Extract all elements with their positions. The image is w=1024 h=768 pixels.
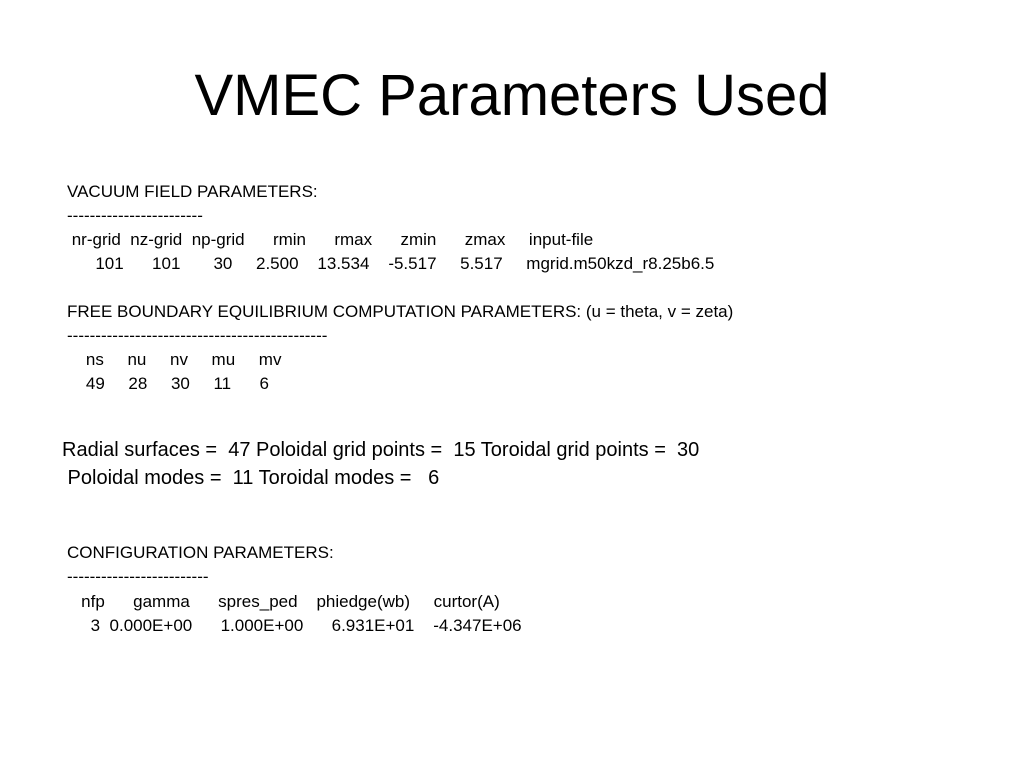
vacuum-section-rule: ------------------------ [67, 206, 203, 225]
vacuum-section-heading: VACUUM FIELD PARAMETERS: [67, 182, 318, 201]
free-boundary-section-rule: ---------------------------------------------- [67, 326, 328, 345]
modes-summary-line: Poloidal modes = 11 Toroidal modes = 6 [62, 467, 440, 489]
vacuum-values-row: 101 101 30 2.500 13.534 -5.517 5.517 mgrid.m50kzd_r8.25b6.5 [67, 254, 715, 273]
vacuum-column-headers: nr-grid nz-grid np-grid rmin rmax zmin zmax input-file [67, 230, 594, 249]
grid-summary-line: Radial surfaces = 47 Poloidal grid points = 15 Toroidal grid points = 30 [62, 439, 700, 461]
slide-title: VMEC Parameters Used [194, 63, 830, 128]
free-boundary-values-row: 49 28 30 11 6 [67, 374, 269, 393]
configuration-column-headers: nfp gamma spres_ped phiedge(wb) curtor(A) [67, 592, 500, 611]
configuration-values-row: 3 0.000E+00 1.000E+00 6.931E+01 -4.347E+06 [67, 616, 522, 635]
configuration-section-heading: CONFIGURATION PARAMETERS: [67, 543, 334, 562]
configuration-section-rule: ------------------------- [67, 567, 209, 586]
free-boundary-section-heading: FREE BOUNDARY EQUILIBRIUM COMPUTATION PARAMETERS: (u = theta, v = zeta) [67, 302, 734, 321]
free-boundary-column-headers: ns nu nv mu mv [67, 350, 282, 369]
